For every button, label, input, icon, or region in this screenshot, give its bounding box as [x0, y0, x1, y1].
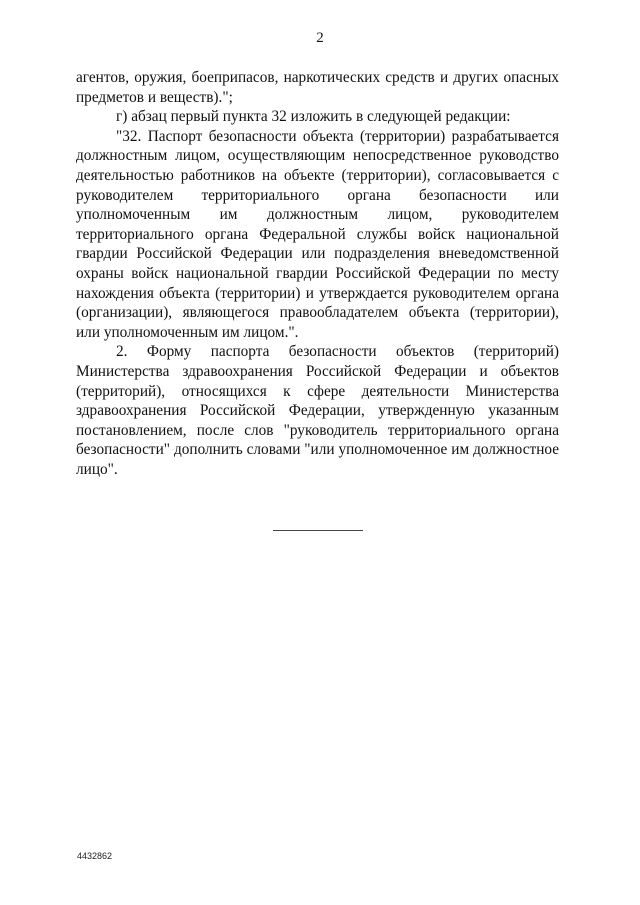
paragraph-item-2: 2. Форму паспорта безопасности объектов (территорий) Министерства здравоохранения Российской Федерации и объектов (территорий), относящихся к сфере деятельности Министерства здравоохранения Российской Федерации, утвержденную указанным постановлением, после слов "руководитель территориального органа безопасности" дополнить словами "или уполномоченное им должностное лицо".: [76, 343, 559, 478]
page-number: 2: [316, 30, 324, 46]
paragraph-item-32-quote: "32. Паспорт безопасности объекта (территории) разрабатывается должностным лицом, осуществляющим непосредственное руководство деятельностью работников на объекте (территории), согласовывается с руководителем территориального органа безопасности или уполномоченным им должностным лицом, руководителем территориального органа Федеральной службы войск национальной гвардии Российской Федерации или подразделения вневедомственной охраны войск национальной гвардии Российской Федерации по месту нахождения объекта (территории) и утверждается руководителем органа (организации), являющегося правообладателем объекта (территории), или уполномоченным им лицом.".: [76, 127, 559, 341]
document-code: 4432862: [77, 851, 113, 861]
paragraph-continuation: агентов, оружия, боеприпасов, наркотических средств и других опасных предметов и веществ).";: [76, 69, 559, 106]
document-body: [76, 68, 559, 479]
end-separator-line: [273, 530, 363, 531]
paragraph-subitem-g: г) абзац первый пункта 32 изложить в следующей редакции:: [116, 108, 511, 126]
